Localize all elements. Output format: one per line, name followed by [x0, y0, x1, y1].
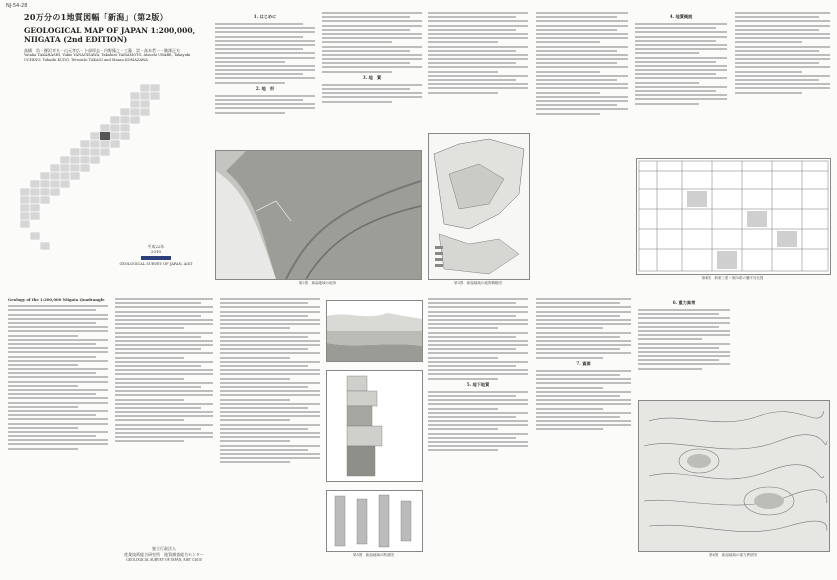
sheet-code: NJ-54-28 [6, 3, 28, 9]
text-column-intro [215, 12, 315, 147]
caption-fig5: 第5図 新潟地域の断面図 [353, 553, 394, 557]
figure-column-section [326, 370, 423, 482]
text-column-3 [428, 12, 528, 130]
english-heading: Geology of the 1:200,000 Niigata Quadrangle [8, 298, 105, 302]
caption-fig2: 第2図 新潟地域の地形 [298, 281, 337, 285]
authors-english: Yutaka TAKAHASHI, Yukio YANAGISAWA, Takahiro YAMAMOTO, Atsushi URABE, Takayuki UCHINO, Takashi KUDO, Tetsuichi TAKAGI and Masao KOMAZAWA [24, 53, 191, 62]
heading-introduction: 1. はじめに [253, 14, 277, 19]
english-summary [8, 298, 108, 513]
title-english-line1: GEOLOGICAL MAP OF JAPAN 1:200,000, [24, 26, 196, 35]
text-column-6 [735, 12, 830, 152]
columnar-section [327, 371, 422, 481]
text-column-10 [638, 298, 730, 393]
niigata-sheet-highlight [100, 132, 110, 140]
gravity-contour-map [639, 401, 829, 551]
geologic-sketch-map [429, 134, 529, 279]
text-column-7 [220, 298, 320, 568]
figure-cross-section [326, 300, 423, 362]
heading-outline: 4. 地質概説 [669, 14, 693, 19]
caption-fig3: 第3図 新潟地域の地質概略図 [454, 281, 502, 285]
caption-fig6: 第6図 新潟地域の重力異常図 [709, 553, 757, 557]
relief-image [216, 151, 421, 279]
text-column-9 [536, 298, 631, 568]
text-column-5 [635, 12, 727, 152]
text-column-8 [428, 298, 528, 568]
colophon-line3: GEOLOGICAL SURVEY OF JAPAN, AIST ©2010 [126, 558, 202, 562]
aist-logo-icon [141, 256, 171, 260]
title-english-line2: NIIGATA (2nd EDITION) [24, 35, 128, 44]
heading-gravity: 6. 重力異常 [672, 300, 696, 305]
text-column-4 [536, 12, 628, 152]
year: 2010 [150, 249, 162, 254]
heading-topography: 2. 地 形 [255, 85, 275, 91]
caption-fig4: 第4図 新第三系～第四系の層序対比図 [701, 276, 764, 280]
index-map [20, 82, 180, 267]
figure-geologic-sketch [428, 133, 530, 280]
cross-section-diagram [327, 301, 422, 361]
text-column-2 [322, 12, 422, 147]
heading-resources: 7. 資源 [576, 360, 591, 366]
colophon-line1: 独立行政法人 [152, 546, 176, 551]
authors-japanese: 高橋 浩・柳沢幸夫・山元孝広・卜部厚志・内野隆之・工藤 崇・高木哲一・駒澤正夫 [24, 48, 180, 53]
figure-gravity-anomaly [638, 400, 830, 552]
borehole-logs [327, 491, 422, 551]
title-block [6, 12, 206, 292]
colophon [115, 546, 213, 562]
figure-stratigraphic-table [636, 158, 831, 275]
figure-borehole [326, 490, 423, 552]
heading-subsurface: 5. 地下地質 [466, 381, 490, 387]
colophon-line2: 産業技術総合研究所 地質調査総合センター [124, 552, 204, 557]
heading-geology: 3. 地 質 [362, 74, 382, 80]
index-map-grid [20, 82, 180, 267]
stratigraphic-table [637, 159, 830, 274]
publisher: GEOLOGICAL SURVEY OF JAPAN, AIST [119, 262, 193, 266]
year-japanese: 平成22年 [147, 244, 165, 249]
title-japanese: 20万分の1地質図幅「新潟」（第2版） [24, 12, 168, 22]
figure-topography-relief [215, 150, 422, 280]
references-column [115, 298, 213, 543]
